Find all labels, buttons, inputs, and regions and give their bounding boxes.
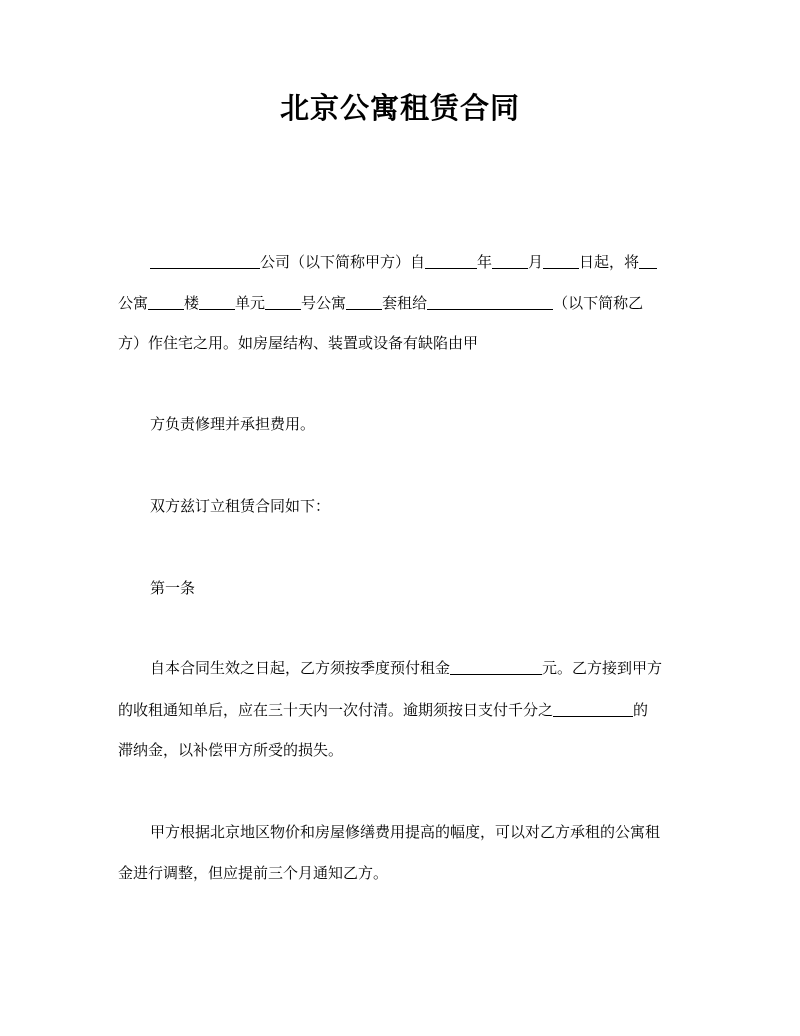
text-segment: 月 — [528, 253, 544, 271]
text-segment: 号公寓 — [301, 294, 347, 312]
text-segment: 自本合同生效之日起，乙方须按季度预付租金 — [150, 659, 451, 677]
text-segment: （以下简称乙 — [553, 294, 644, 312]
year-blank — [425, 252, 477, 269]
paragraph-1-line-2 — [118, 293, 643, 313]
company-name-blank — [150, 252, 260, 269]
paragraph-2: 方负责修理并承担费用。 — [150, 415, 316, 433]
tenant-name-blank — [427, 293, 553, 310]
text-segment: 单元 — [235, 294, 266, 312]
location-blank — [639, 252, 657, 269]
paragraph-3: 双方兹订立租赁合同如下： — [150, 497, 331, 515]
month-blank — [492, 252, 528, 269]
late-fee-rate-blank — [553, 700, 633, 717]
day-blank — [543, 252, 579, 269]
paragraph-5-line-1: 甲方根据北京地区物价和房屋修缮费用提高的幅度，可以对乙方承租的公寓租 — [150, 823, 661, 841]
paragraph-1-line-3: 方）作住宅之用。如房屋结构、装置或设备有缺陷由甲 — [118, 334, 479, 352]
text-segment: 日起，将 — [579, 253, 640, 271]
paragraph-4-line-3: 滞纳金，以补偿甲方所受的损失。 — [118, 741, 344, 759]
article-1-heading: 第一条 — [150, 579, 196, 597]
text-segment: 套租给 — [382, 294, 428, 312]
unit-blank — [199, 293, 235, 310]
set-count-blank — [346, 293, 382, 310]
text-segment: 的收租通知单后，应在三十天内一次付清。逾期须按日支付千分之 — [118, 701, 554, 719]
paragraph-4-line-1 — [150, 658, 662, 678]
text-segment: 公寓 — [118, 294, 149, 312]
paragraph-5-line-2: 金进行调整，但应提前三个月通知乙方。 — [118, 864, 389, 882]
text-segment: 的 — [633, 701, 649, 719]
text-segment: 楼 — [184, 294, 200, 312]
text-segment: 年 — [477, 253, 493, 271]
document-title: 北京公寓租赁合同 — [279, 91, 520, 125]
text-segment: 元。乙方接到甲方 — [542, 659, 663, 677]
paragraph-4-line-2 — [118, 700, 648, 720]
rent-amount-blank — [450, 658, 542, 675]
building-blank — [148, 293, 184, 310]
text-segment: 公司（以下简称甲方）自 — [260, 253, 426, 271]
paragraph-1-line-1 — [150, 252, 657, 272]
apartment-number-blank — [265, 293, 301, 310]
